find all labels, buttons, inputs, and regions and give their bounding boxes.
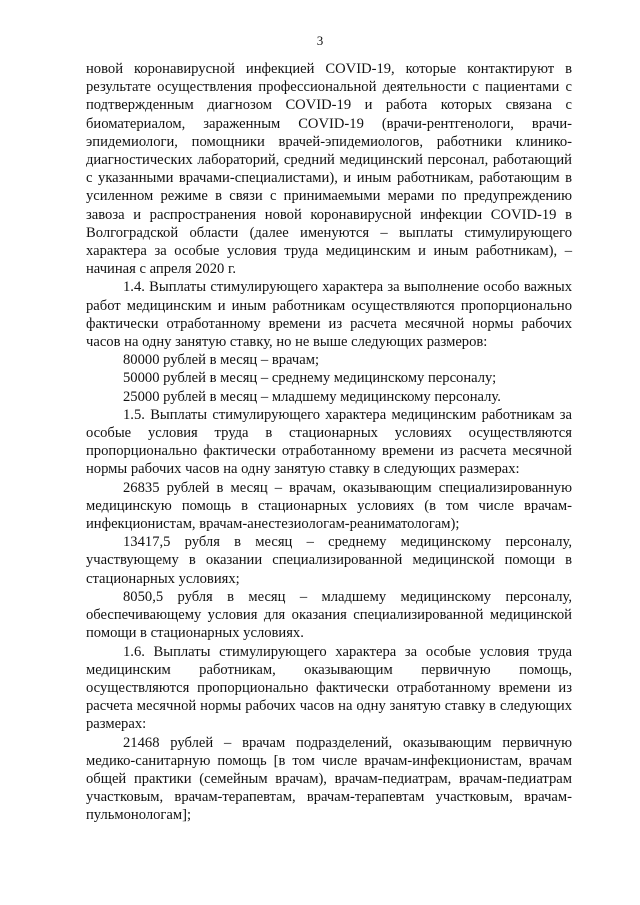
page-number: 3	[316, 33, 324, 48]
paragraph-1-5: 1.5. Выплаты стимулирующего характера медицинским работникам за особые условия труда в стационарных условиях осуществляются пропорционально фактически отработанному времени из расчета месячной нормы рабочих часов на одну занятую ставку в следующих размерах:	[86, 406, 572, 478]
document-body	[86, 60, 572, 825]
paragraph-continuation: новой коронавирусной инфекцией COVID-19, которые контактируют в результате осуществления профессиональной деятельности с пациентами с подтвержденным диагнозом COVID-19 и работа которых связана с биоматериалом, зараженным COVID-19 (врачи-рентгенологи, врачи-эпидемиологи, помощники врачей-эпидемиологов, работники клинико-диагностических лабораторий, средний медицинский персонал, работающий с указанными врачами-специалистами), и иным работникам, работающим в усиленном режиме в связи с принимаемыми мерами по предупреждению завоза и распространения новой коронавирусной инфекции COVID-19 в Волгоградской области (далее именуются – выплаты стимулирующего характера за особые условия труда медицинским и иным работникам), – начиная с апреля 2020 г.	[86, 61, 572, 278]
paragraph-1-5-junior-staff: 8050,5 рубля в месяц – младшему медицинскому персоналу, обеспечивающему условия для оказания специализированной медицинской помощи в стационарных условиях.	[86, 588, 572, 642]
amount-line-junior-staff: 25000 рублей в месяц – младшему медицинскому персоналу.	[123, 388, 501, 405]
amount-line-doctors: 80000 рублей в месяц – врачам;	[123, 352, 320, 369]
paragraph-1-4: 1.4. Выплаты стимулирующего характера за выполнение особо важных работ медицинским и иным работникам осуществляются пропорционально фактически отработанному времени из расчета месячной нормы рабочих часов на одну занятую ставку, но не выше следующих размеров:	[86, 279, 572, 351]
paragraph-1-6-doctors: 21468 рублей – врачам подразделений, оказывающим первичную медико-санитарную помощь [в том числе врачам-инфекционистам, врачам общей практики (семейным врачам), врачам-педиатрам, врачам-педиатрам участковым, врачам-терапевтам, врачам-терапевтам участковым, врачам-пульмонологам];	[86, 734, 572, 824]
paragraph-1-6: 1.6. Выплаты стимулирующего характера за особые условия труда медицинским работникам, оказывающим первичную помощь, осуществляются пропорционально фактически отработанному времени из расчета месячной нормы рабочих часов на одну занятую ставку в следующих размерах:	[86, 643, 572, 733]
paragraph-1-5-mid-staff: 13417,5 рубля в месяц – среднему медицинскому персоналу, участвующему в оказании специализированной медицинской помощи в стационарных условиях;	[86, 534, 572, 587]
paragraph-1-5-doctors: 26835 рублей в месяц – врачам, оказывающим специализированную медицинскую помощь в стационарных условиях (в том числе врачам-инфекционистам, врачам-анестезиологам-реаниматологам);	[86, 479, 572, 533]
amount-line-mid-staff: 50000 рублей в месяц – среднему медицинскому персоналу;	[123, 370, 497, 387]
